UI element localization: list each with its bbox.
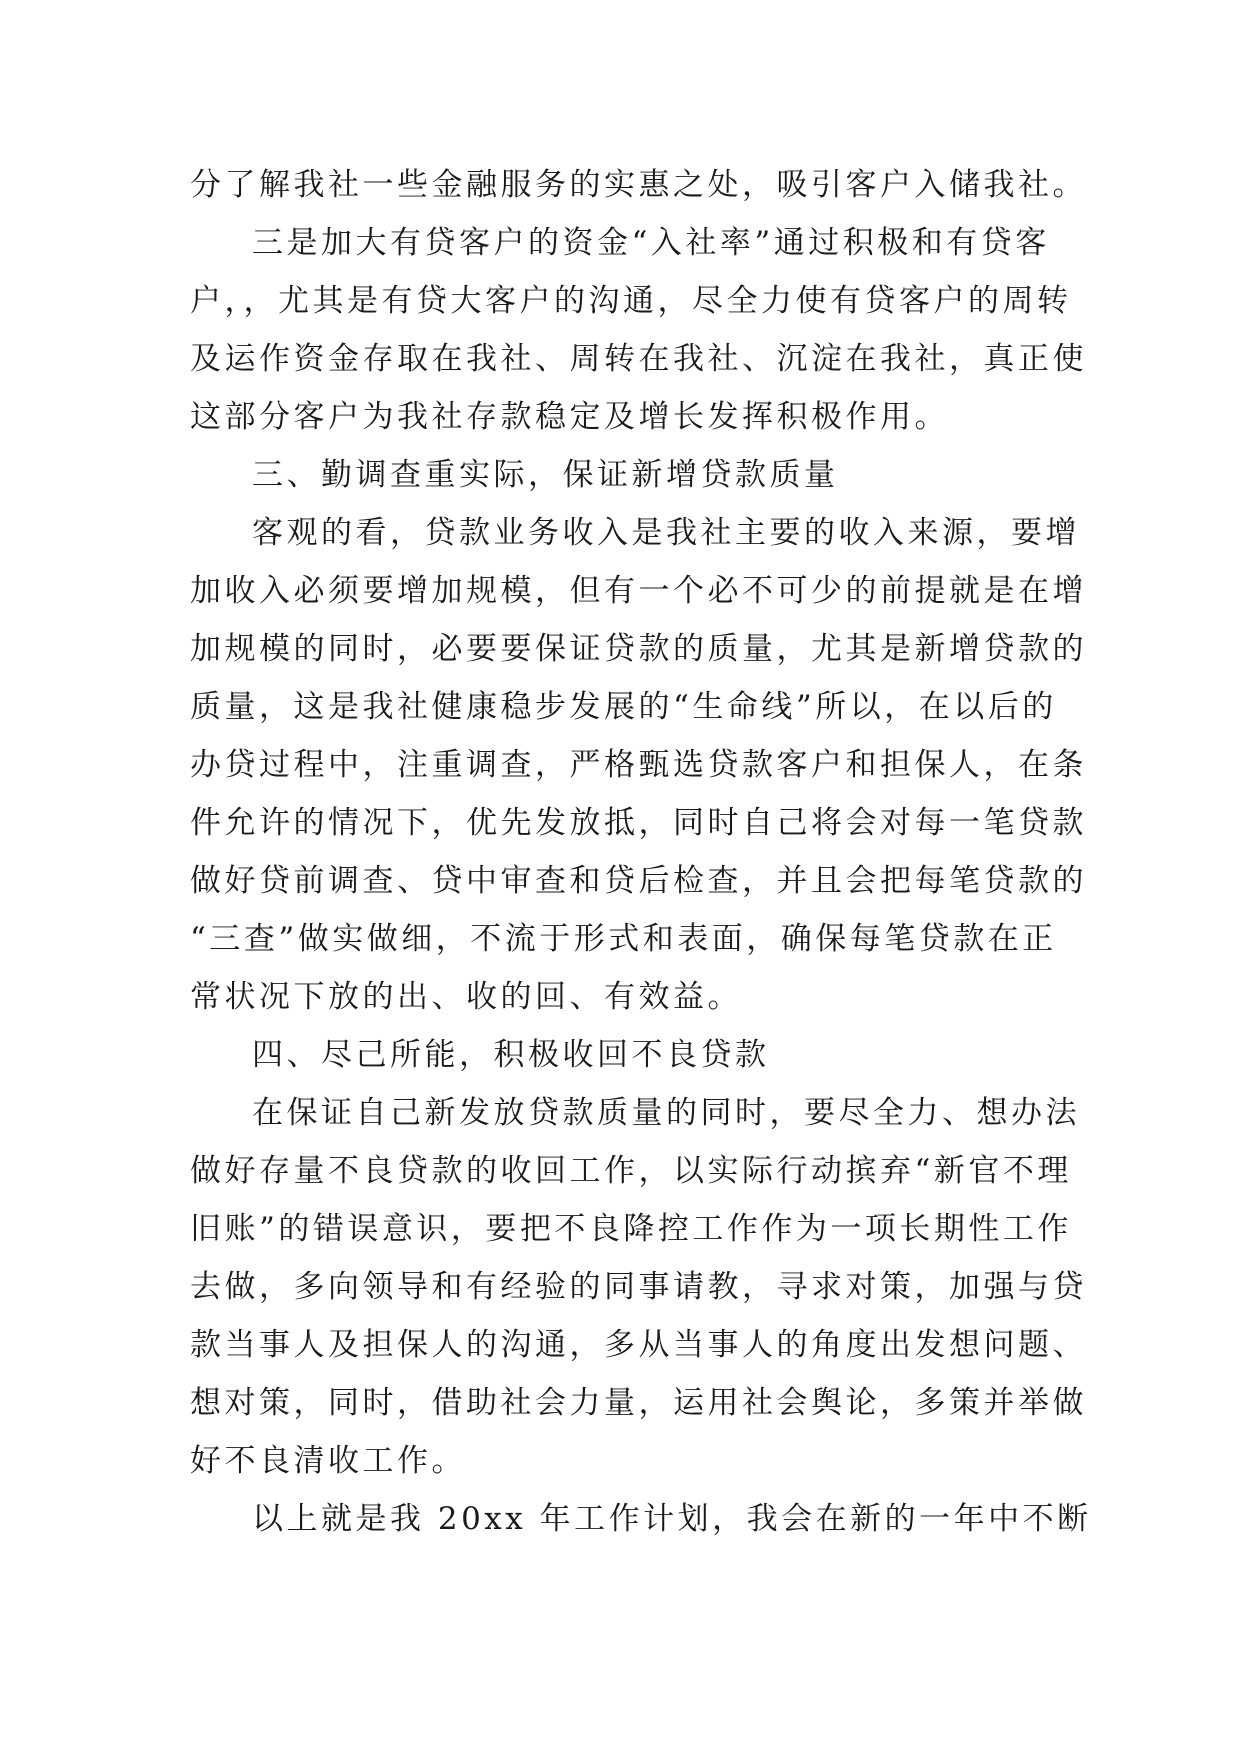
text-line: 办贷过程中，注重调查，严格甄选贷款客户和担保人，在条 [190, 747, 1087, 783]
text-line: 这部分客户为我社存款稳定及增长发挥积极作用。 [190, 399, 949, 435]
text-line: 做好存量不良贷款的收回工作，以实际行动摈弃“新官不理 [190, 1153, 1072, 1189]
text-line: 户，，尤其是有贷大客户的沟通，尽全力使有贷客户的周转 [190, 283, 1072, 319]
paragraph-start-line: 以上就是我 20xx 年工作计划，我会在新的一年中不断 [252, 1501, 1092, 1537]
text-line: 款当事人及担保人的沟通，多从当事人的角度出发想问题、 [190, 1327, 1087, 1363]
text-line: 分了解我社一些金融服务的实惠之处，吸引客户入储我社。 [190, 167, 1087, 203]
text-line: 常状况下放的出、收的回、有效益。 [190, 979, 742, 1015]
text-line: 加收入必须要增加规模，但有一个必不可少的前提就是在增 [190, 573, 1087, 609]
section-heading: 四、尽己所能，积极收回不良贷款 [252, 1037, 770, 1073]
text-line: 去做，多向领导和有经验的同事请教，寻求对策，加强与贷 [190, 1269, 1087, 1305]
paragraph-start-line: 在保证自己新发放贷款质量的同时，要尽全力、想办法 [252, 1095, 1080, 1131]
text-line: “三查”做实做细，不流于形式和表面，确保每笔贷款在正 [190, 921, 1057, 957]
paragraph-start-line: 客观的看，贷款业务收入是我社主要的收入来源，要增 [252, 515, 1080, 551]
text-line: 做好贷前调查、贷中审查和贷后检查，并且会把每笔贷款的 [190, 863, 1087, 899]
text-line: 件允许的情况下，优先发放抵，同时自己将会对每一笔贷款 [190, 805, 1087, 841]
text-line: 及运作资金存取在我社、周转在我社、沉淀在我社，真正使 [190, 341, 1087, 377]
text-line: 质量，这是我社健康稳步发展的“生命线”所以，在以后的 [190, 689, 1057, 725]
text-line: 加规模的同时，必要要保证贷款的质量，尤其是新增贷款的 [190, 631, 1087, 667]
text-line: 想对策，同时，借助社会力量，运用社会舆论，多策并举做 [190, 1385, 1087, 1421]
paragraph-start-line: 三是加大有贷客户的资金“入社率”通过积极和有贷客 [252, 225, 1050, 261]
text-line: 旧账”的错误意识，要把不良降控工作作为一项长期性工作 [190, 1211, 1072, 1247]
text-line: 好不良清收工作。 [190, 1443, 466, 1479]
section-heading: 三、勤调查重实际，保证新增贷款质量 [252, 457, 839, 493]
